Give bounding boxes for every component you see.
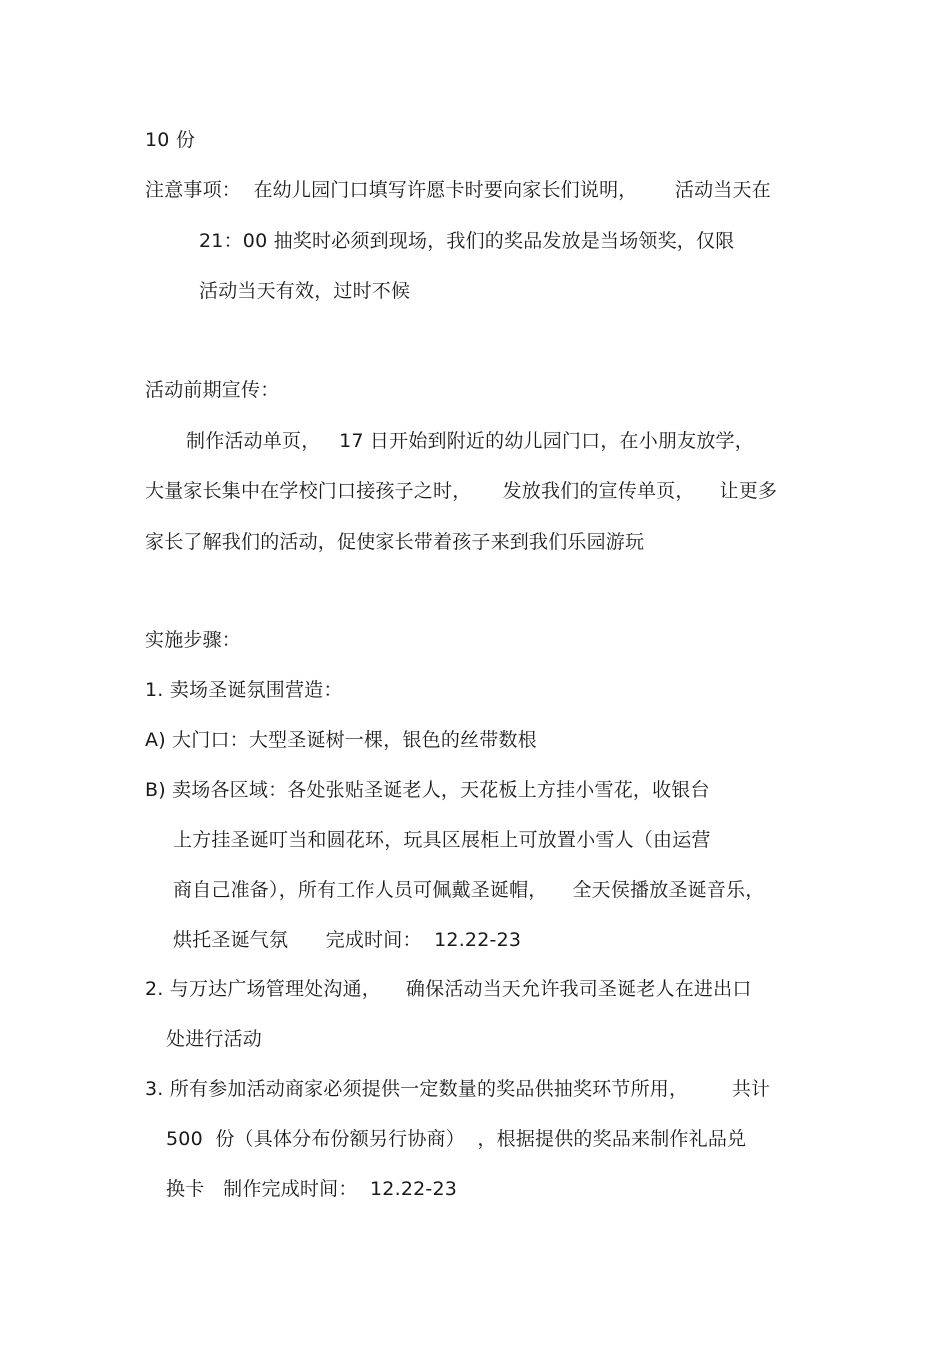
step-1-item-b-4: 烘托圣诞气氛 完成时间： 12.22-23 [173, 929, 522, 951]
step-2-line-1: 2. 与万达广场管理处沟通， 确保活动当天允许我司圣诞老人在进出口 [145, 978, 752, 1000]
step-1-heading: 1. 卖场圣诞氛围营造： [145, 679, 343, 701]
text-line-quantity: 10 份 [145, 129, 196, 151]
text-line-notes-1: 注意事项： 在幼儿园门口填写许愿卡时要向家长们说明， 活动当天在 [145, 179, 771, 201]
step-3-line-2: 500 份（具体分布份额另行协商） ，根据提供的奖品来制作礼品兑 [166, 1128, 747, 1150]
text-line-promotion-2: 大量家长集中在学校门口接孩子之时， 发放我们的宣传单页， 让更多 [145, 480, 778, 502]
step-3-line-3: 换卡 制作完成时间： 12.22-23 [166, 1178, 458, 1200]
text-line-promotion-3: 家长了解我们的活动，促使家长带着孩子来到我们乐园游玩 [145, 531, 645, 553]
step-2-line-2: 处进行活动 [166, 1028, 263, 1050]
text-line-notes-3: 活动当天有效，过时不候 [199, 280, 411, 302]
section-heading-steps: 实施步骤： [145, 629, 242, 651]
section-heading-promotion: 活动前期宣传： [145, 379, 280, 401]
step-1-item-b-2: 上方挂圣诞叮当和圆花环，玩具区展柜上可放置小雪人（由运营 [173, 829, 711, 851]
step-1-item-b-3: 商自己准备），所有工作人员可佩戴圣诞帽， 全天侯播放圣诞音乐， [173, 879, 765, 901]
text-line-promotion-1: 制作活动单页， 17 日开始到附近的幼儿园门口，在小朋友放学， [186, 430, 754, 452]
text-line-notes-2: 21：00 抽奖时必须到现场，我们的奖品发放是当场领奖，仅限 [199, 230, 735, 252]
step-1-item-b-1: B) 卖场各区域：各处张贴圣诞老人，天花板上方挂小雪花，收银台 [145, 779, 710, 801]
step-3-line-1: 3. 所有参加活动商家必须提供一定数量的奖品供抽奖环节所用， 共计 [145, 1078, 771, 1100]
step-1-item-a: A) 大门口：大型圣诞树一棵，银色的丝带数根 [145, 729, 537, 751]
